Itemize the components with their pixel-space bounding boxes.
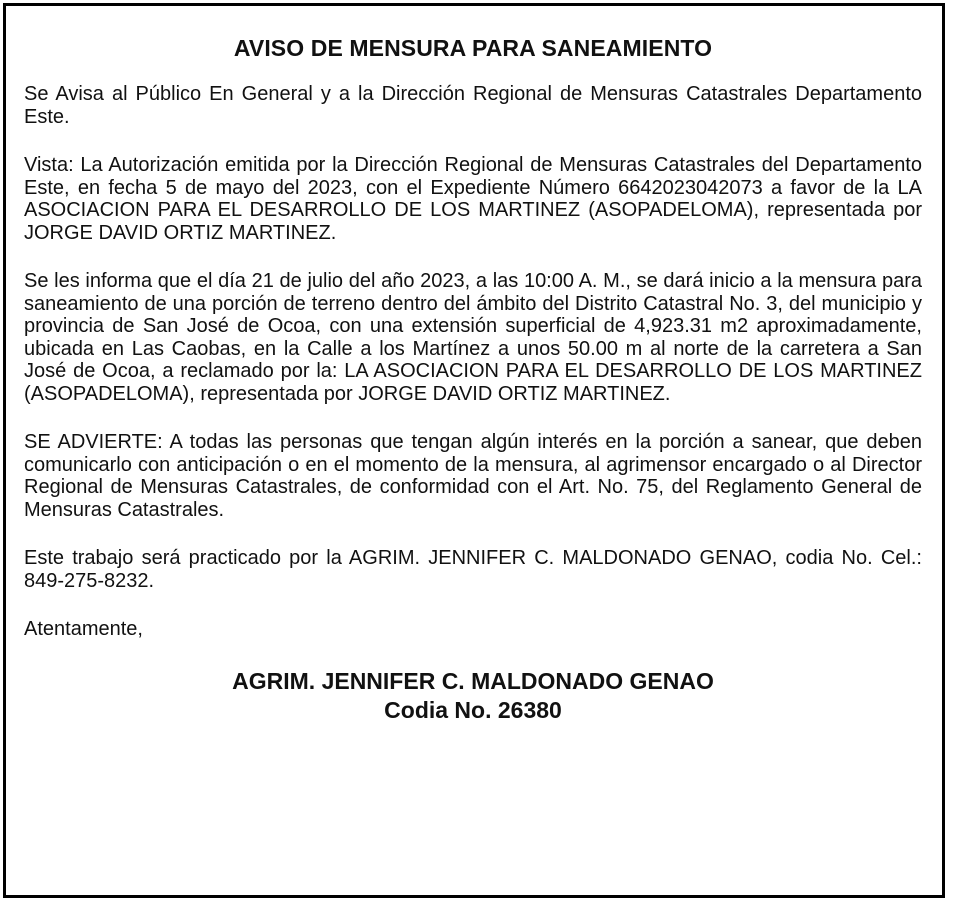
paragraph-warning: SE ADVIERTE: A todas las personas que tengan algún interés en la porción a sanear, que deben comunicarlo con anticipación o en el momento de la mensura, al agrimensor encargado o al Director Regional de Mensuras Catastrales, de conformidad con el Art. No. 75, del Reglamento General de Mensuras Catastrales.: [24, 431, 922, 521]
paragraph-closing: Atentamente,: [24, 618, 143, 640]
signature-block: [24, 667, 922, 725]
paragraph-surveyor-contact: Este trabajo será practicado por la AGRIM. JENNIFER C. MALDONADO GENAO, codia No. Cel.: 849-275-8232.: [24, 547, 922, 592]
paragraph-survey-details: Se les informa que el día 21 de julio del año 2023, a las 10:00 A. M., se dará inicio a la mensura para saneamiento de una porción de terreno dentro del ámbito del Distrito Catastral No. 3, del municipio y provincia de San José de Ocoa, con una extensión superficial de 4,923.31 m2 aproximadamente, ubicada en Las Caobas, en la Calle a los Martínez a unos 50.00 m al norte de la carretera a San José de Ocoa, a reclamado por la: LA ASOCIACION PARA EL DESARROLLO DE LOS MARTINEZ (ASOPADELOMA), representada por JORGE DAVID ORTIZ MARTINEZ.: [24, 270, 922, 405]
paragraph-public-notice: Se Avisa al Público En General y a la Dirección Regional de Mensuras Catastrales Departamento Este.: [24, 83, 922, 128]
paragraph-authorization: Vista: La Autorización emitida por la Dirección Regional de Mensuras Catastrales del Departamento Este, en fecha 5 de mayo del 2023, con el Expediente Número 6642023042073 a favor de la LA ASOCIACION PARA EL DESARROLLO DE LOS MARTINEZ (ASOPADELOMA), representada por JORGE DAVID ORTIZ MARTINEZ.: [24, 154, 922, 244]
signature-name: AGRIM. JENNIFER C. MALDONADO GENAO: [232, 667, 714, 694]
signature-codia: Codia No. 26380: [384, 696, 562, 723]
notice-title: AVISO DE MENSURA PARA SANEAMIENTO: [233, 35, 713, 61]
notice-box: [3, 3, 945, 898]
